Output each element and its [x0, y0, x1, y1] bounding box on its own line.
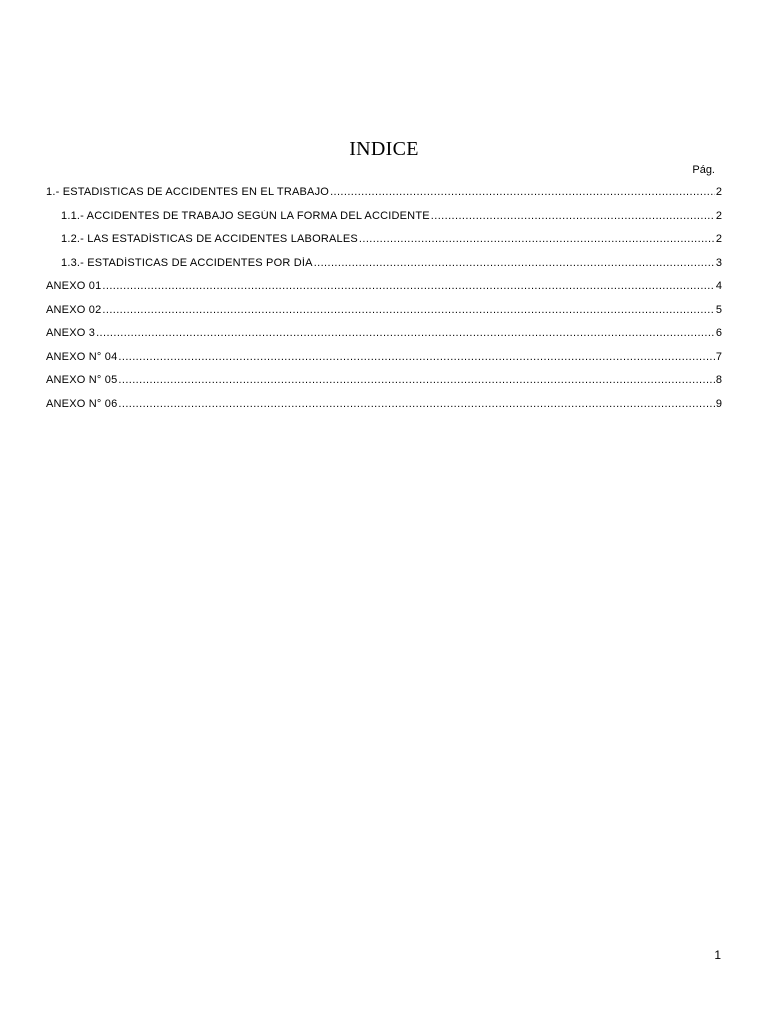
toc-dot-leader: [96, 327, 715, 339]
toc-entry-page: 8: [715, 374, 722, 386]
toc-entry-label: ANEXO N° 05: [46, 374, 118, 386]
toc-entry-anexo-3[interactable]: [46, 327, 722, 351]
toc-entry-page: 2: [715, 209, 722, 222]
toc-entry-anexo-02[interactable]: [46, 304, 722, 328]
toc-entry-page: 9: [715, 397, 722, 410]
toc-entry-section-1-2[interactable]: [46, 233, 722, 257]
toc-entry-anexo-06[interactable]: [46, 398, 722, 422]
toc-dot-leader: [118, 374, 714, 386]
toc-entry-page: 5: [715, 303, 722, 316]
toc-entry-label: 1.1.- ACCIDENTES DE TRABAJO SEGÚN LA FORMA DEL ACCIDENTE: [61, 209, 430, 222]
toc-dot-leader: [359, 233, 715, 245]
toc-entry-label: 1.- ESTADISTICAS DE ACCIDENTES EN EL TRABAJO: [46, 186, 330, 198]
toc-entry-page: 7: [715, 350, 722, 363]
toc-entry-page: 2: [715, 186, 722, 198]
page-column-label: Pág.: [692, 164, 715, 176]
toc-dot-leader: [118, 351, 714, 363]
toc-entry-label: ANEXO 02: [46, 303, 102, 316]
toc-entry-anexo-01[interactable]: [46, 280, 722, 304]
table-of-contents: [46, 186, 722, 421]
toc-entry-anexo-05[interactable]: [46, 374, 722, 398]
toc-entry-anexo-04[interactable]: [46, 351, 722, 375]
toc-dot-leader: [102, 304, 714, 316]
toc-entry-page: 6: [715, 327, 722, 339]
document-title: INDICE: [349, 138, 419, 160]
toc-entry-label: 1.2.- LAS ESTADÍSTICAS DE ACCIDENTES LABORALES: [61, 233, 358, 245]
toc-dot-leader: [431, 210, 715, 222]
toc-entry-page: 4: [715, 280, 722, 292]
toc-entry-section-1[interactable]: [46, 186, 722, 210]
toc-entry-page: 3: [715, 256, 722, 269]
toc-entry-label: ANEXO N° 06: [46, 397, 118, 410]
toc-entry-label: ANEXO N° 04: [46, 350, 118, 363]
toc-dot-leader: [118, 398, 714, 410]
toc-dot-leader: [102, 280, 714, 292]
footer-page-number: 1: [714, 948, 721, 962]
toc-entry-section-1-1[interactable]: [46, 210, 722, 234]
toc-dot-leader: [314, 257, 715, 269]
toc-entry-section-1-3[interactable]: [46, 257, 722, 281]
toc-entry-label: ANEXO 3: [46, 327, 96, 339]
toc-entry-label: 1.3.- ESTADÍSTICAS DE ACCIDENTES POR DÍA: [61, 256, 313, 269]
toc-entry-page: 2: [715, 233, 722, 245]
toc-dot-leader: [330, 186, 715, 198]
toc-entry-label: ANEXO 01: [46, 280, 102, 292]
